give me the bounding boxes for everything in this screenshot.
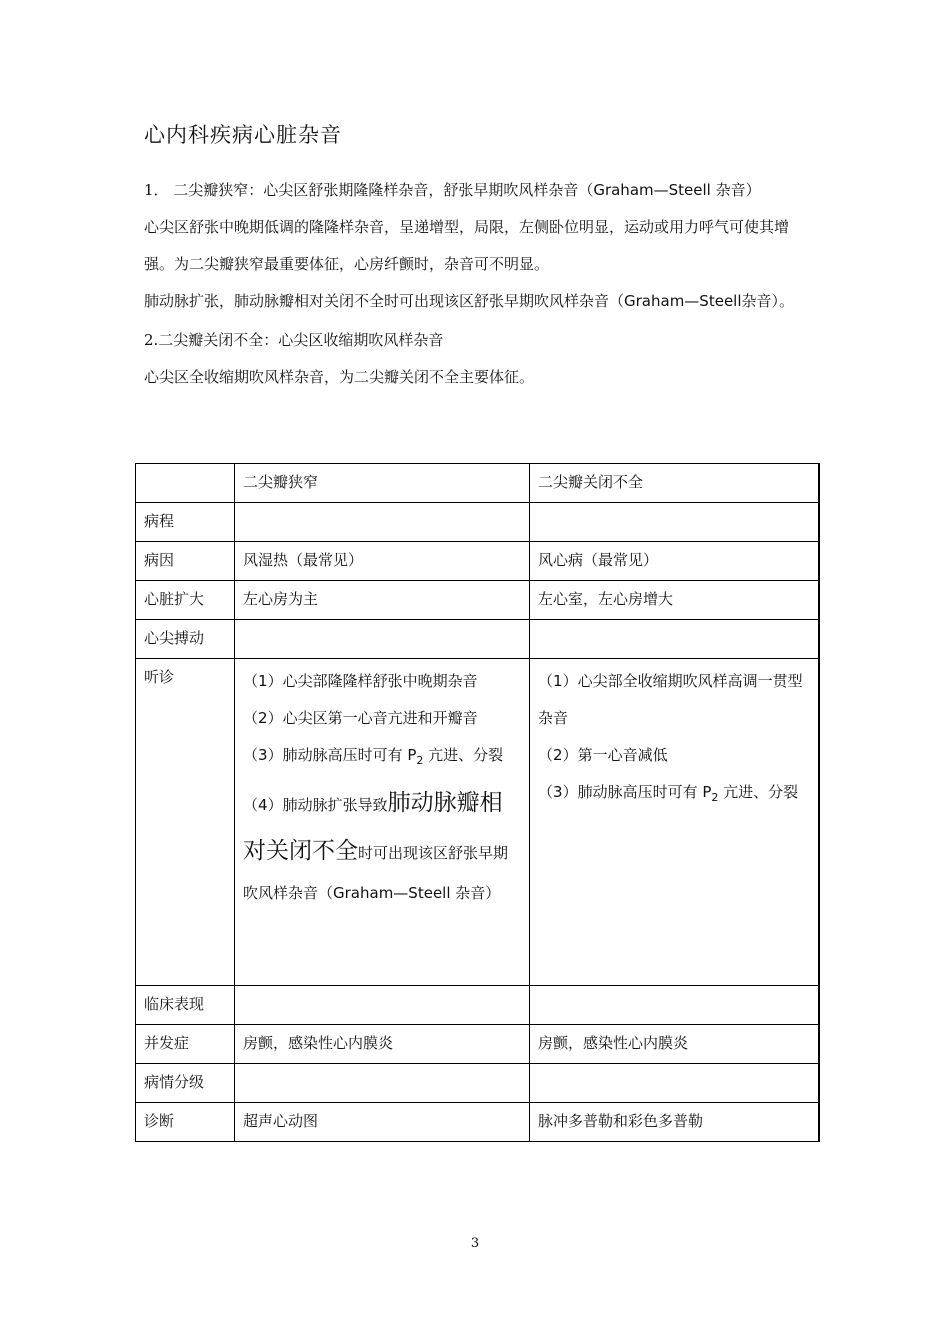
p3-tail: 杂音）。	[741, 292, 795, 310]
row-label: 诊断	[136, 1103, 235, 1142]
row-label: 病情分级	[136, 1064, 235, 1103]
paren: （	[538, 783, 554, 801]
graham-steell: Graham—Steell	[333, 884, 451, 902]
mr-listen-line-3	[538, 774, 810, 816]
page-title: 心内科疾病心脏杂音	[144, 123, 342, 147]
row-label: 临床表现	[136, 986, 235, 1025]
intro-text	[144, 172, 812, 396]
ms-auscultation-cell	[235, 659, 530, 986]
mr-cell: 风心病（最常见）	[530, 542, 820, 581]
paragraph-mr-murmur-detail: 心尖区全收缩期吹风样杂音，为二尖瓣关闭不全主要体征。	[144, 368, 535, 386]
row-label: 心脏扩大	[136, 581, 235, 620]
table-row	[136, 503, 820, 542]
item-number: 3	[258, 746, 268, 764]
comparison-table	[135, 463, 820, 1142]
item-text-tail: 亢进、分裂	[718, 783, 799, 801]
row-label: 听诊	[136, 659, 235, 986]
item-text: ）肺动脉高压时可有	[267, 746, 408, 764]
item-text-end: 杂音）	[450, 884, 501, 902]
item-number: 3	[553, 783, 563, 801]
item-number: 1	[258, 672, 268, 690]
ms-cell: 风湿热（最常见）	[235, 542, 530, 581]
mr-cell	[530, 620, 820, 659]
ms-listen-line-4	[243, 779, 521, 912]
p2-subscript: 2	[711, 791, 719, 804]
header-cell-empty	[136, 464, 235, 503]
table-row	[136, 620, 820, 659]
mr-cell	[530, 986, 820, 1025]
table-row	[136, 581, 820, 620]
paragraph-mitral-stenosis	[144, 172, 812, 209]
row-label: 病程	[136, 503, 235, 542]
mr-cell: 房颤，感染性心内膜炎	[530, 1025, 820, 1064]
table-row	[136, 1025, 820, 1064]
ms-cell	[235, 986, 530, 1025]
p1-text: 1． 二尖瓣狭窄：心尖区舒张期隆隆样杂音，舒张早期吹风样杂音（	[144, 181, 594, 199]
paragraph-mitral-regurgitation: 2.二尖瓣关闭不全：心尖区收缩期吹风样杂音	[144, 331, 444, 349]
item-text: ）心尖部全收缩期吹风样高调一贯型杂音	[538, 672, 803, 727]
paragraph-ms-murmur-detail: 心尖区舒张中晚期低调的隆隆样杂音，呈递增型，局限，左侧卧位明显，运动或用力呼气可使其增强。为二尖瓣狭窄最重要体征，心房纤颤时，杂音可不明显。	[144, 218, 790, 273]
paren: （	[243, 796, 259, 814]
ms-cell: 超声心动图	[235, 1103, 530, 1142]
ms-cell	[235, 1064, 530, 1103]
ms-cell	[235, 620, 530, 659]
item-text: ）肺动脉高压时可有	[562, 783, 703, 801]
item-text: ）心尖部隆隆样舒张中晚期杂音	[267, 672, 478, 690]
item-text-tail: 时可出现该区舒张早期吹风样杂音（	[243, 844, 509, 902]
ms-cell: 房颤，感染性心内膜炎	[235, 1025, 530, 1064]
paren: （	[538, 746, 554, 764]
paren: （	[538, 672, 554, 690]
row-label: 病因	[136, 542, 235, 581]
header-cell-mitral-regurgitation: 二尖瓣关闭不全	[530, 464, 820, 503]
table-row	[136, 1103, 820, 1142]
p2-symbol: P	[407, 746, 417, 764]
header-cell-mitral-stenosis: 二尖瓣狭窄	[235, 464, 530, 503]
paren: （	[243, 672, 259, 690]
item-text: ）心尖区第一心音亢进和开瓣音	[267, 709, 478, 727]
mr-cell	[530, 503, 820, 542]
item-text-tail: 亢进、分裂	[423, 746, 504, 764]
item-text: ）第一心音减低	[562, 746, 668, 764]
table-row-auscultation	[136, 659, 820, 986]
p1-tail: 杂音）	[710, 181, 761, 199]
item-number: 1	[553, 672, 563, 690]
item-text: ）肺动脉扩张导致	[267, 796, 388, 814]
mr-cell: 脉冲多普勒和彩色多普勒	[530, 1103, 820, 1142]
mr-listen-line-2	[538, 737, 810, 774]
p2-symbol: P	[702, 783, 712, 801]
mr-auscultation-cell	[530, 659, 820, 986]
p3-graham-steell: Graham—Steell	[624, 292, 742, 310]
ms-listen-line-2	[243, 700, 521, 737]
mr-cell: 左心室，左心房增大	[530, 581, 820, 620]
table-row	[136, 542, 820, 581]
table-row	[136, 986, 820, 1025]
paragraph-pulmonary-dilation	[144, 283, 812, 320]
p2-subscript: 2	[416, 754, 424, 767]
table-row	[136, 1064, 820, 1103]
ms-listen-line-1	[243, 663, 521, 700]
p1-graham-steell: Graham—Steell	[593, 181, 711, 199]
mr-cell	[530, 1064, 820, 1103]
row-label: 并发症	[136, 1025, 235, 1064]
paren: （	[243, 746, 259, 764]
item-number: 4	[258, 796, 268, 814]
ms-cell: 左心房为主	[235, 581, 530, 620]
paren: （	[243, 709, 259, 727]
item-number: 2	[258, 709, 268, 727]
item-number: 2	[553, 746, 563, 764]
mr-listen-line-1	[538, 663, 810, 737]
page-number: 3	[470, 1236, 480, 1251]
p3-text: 肺动脉扩张，肺动脉瓣相对关闭不全时可出现该区舒张早期吹风样杂音（	[144, 292, 625, 310]
ms-cell	[235, 503, 530, 542]
table-header-row	[136, 464, 820, 503]
ms-listen-line-3	[243, 737, 521, 779]
item-text-large: 肺动脉瓣相对关闭不全	[243, 790, 503, 864]
row-label: 心尖搏动	[136, 620, 235, 659]
